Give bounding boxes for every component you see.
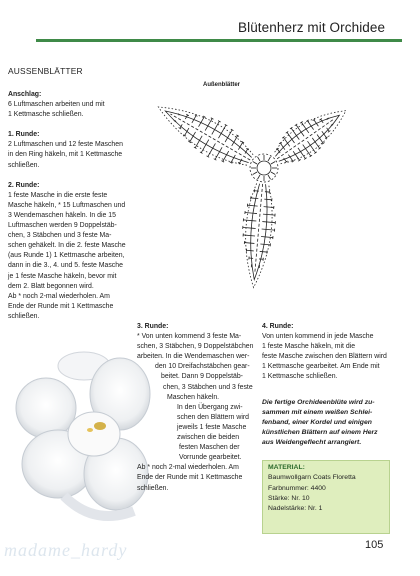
section-heading: AUSSENBLÄTTER: [8, 66, 83, 76]
material-line: Farbnummer: 4400: [268, 484, 326, 492]
text-line: Die fertige Orchideenblüte wird zu-: [262, 399, 375, 406]
diagram-label: Außenblätter: [203, 82, 241, 88]
text-line: jeweils 1 feste Masche: [177, 423, 247, 431]
text-line: künstlichen Blättern auf einem Herz: [262, 429, 378, 436]
material-line: Baumwollgarn Coats Floretta: [268, 474, 356, 482]
text-line: 6 Luftmaschen arbeiten und mit: [8, 101, 105, 109]
instructions-column-1: [8, 90, 128, 322]
text-line: dem 2. Blatt begonnen wird.: [8, 282, 94, 290]
text-line: 1 Kettmasche gearbeitet. Am Ende mit: [262, 363, 380, 371]
text-line: Ende der Runde mit 1 Kettmasche: [137, 474, 243, 482]
text-line: chen, 3 Stäbchen und 3 feste Ma-: [8, 232, 112, 240]
round-2-heading: 2. Runde:: [8, 181, 40, 189]
text-line: arbeiten. In die Wendemaschen wer-: [137, 353, 250, 361]
text-line: sammen mit einem weißen Schlei-: [262, 409, 373, 416]
text-line: Maschen häkeln.: [167, 393, 220, 401]
text-line: schließen.: [8, 312, 40, 320]
text-line: schließen.: [8, 161, 40, 169]
text-line: 1 feste Masche in die erste feste: [8, 191, 108, 199]
text-line: zwischen die beiden: [177, 434, 240, 442]
anschlag-heading: Anschlag:: [8, 91, 42, 98]
text-line: 1 Kettmasche schließen.: [8, 111, 84, 119]
page-number: 105: [365, 539, 384, 551]
text-line: dann in die 3., 4. und 5. feste Masche: [8, 262, 123, 270]
text-line: (aus Runde 1) 1 Kettmasche arbeiten,: [8, 252, 125, 260]
text-line: fenband, einer Kordel und einigen: [262, 419, 372, 426]
header-rule: [36, 39, 402, 42]
text-line: 1 Kettmasche schließen.: [262, 373, 338, 381]
watermark: madame_hardy: [4, 540, 128, 560]
text-line: Von unten kommend in jede Masche: [262, 333, 374, 341]
page-title: Blütenherz mit Orchidee: [238, 20, 386, 35]
text-line: festen Maschen der: [179, 444, 240, 452]
text-line: beitet. Dann 9 Doppelstäb-: [161, 373, 243, 381]
round-3-heading: 3. Runde:: [137, 323, 169, 330]
text-line: den 10 Dreifachstäbchen gear-: [155, 363, 250, 371]
text-line: aus Weidengeflecht arrangiert.: [262, 439, 362, 446]
round-4-heading: 4. Runde:: [262, 323, 294, 330]
text-line: je 1 feste Masche häkeln, bevor mit: [8, 272, 117, 280]
text-line: Masche häkeln, * 15 Luftmaschen und: [8, 201, 126, 209]
instructions-column-3: [262, 322, 400, 383]
text-line: chen, 3 Stäbchen und 3 feste: [163, 383, 253, 391]
text-line: Ende der Runde mit 1 Kettmasche: [8, 302, 114, 310]
material-line: Stärke: Nr. 10: [268, 494, 310, 502]
crochet-chart-diagram: [122, 64, 420, 310]
text-line: 1 feste Masche häkeln, mit die: [262, 343, 356, 351]
text-line: 3 Wendemaschen häkeln. In die 15: [8, 211, 116, 219]
arrangement-note: [262, 398, 400, 448]
text-line: feste Masche zwischen den Blättern wird: [262, 353, 387, 361]
material-box: [262, 460, 390, 534]
instructions-column-2: [137, 322, 255, 494]
text-line: Ab * noch 2-mal wiederholen. Am: [137, 464, 239, 472]
material-line: Nadelstärke: Nr. 1: [268, 505, 323, 513]
text-line: in den Ring häkeln, mit 1 Kettmasche: [8, 151, 123, 159]
text-line: Ab * noch 2-mal wiederholen. Am: [8, 292, 110, 300]
text-line: Vorrunde gearbeitet.: [179, 454, 242, 462]
material-heading: MATERIAL:: [268, 464, 305, 471]
text-line: schen gehäkelt. In die 2. feste Masche: [8, 242, 126, 250]
text-line: * Von unten kommend 3 feste Ma-: [137, 333, 242, 341]
text-line: In den Übergang zwi-: [177, 403, 243, 411]
round-1-heading: 1. Runde:: [8, 131, 40, 139]
text-line: schen den Blättern wird: [177, 413, 250, 421]
text-line: schen, 3 Stäbchen, 9 Doppelstäbchen: [137, 343, 254, 351]
text-line: Luftmaschen werden 9 Doppelstäb-: [8, 222, 117, 230]
text-line: schließen.: [137, 484, 169, 492]
text-line: 2 Luftmaschen und 12 feste Maschen: [8, 141, 123, 149]
